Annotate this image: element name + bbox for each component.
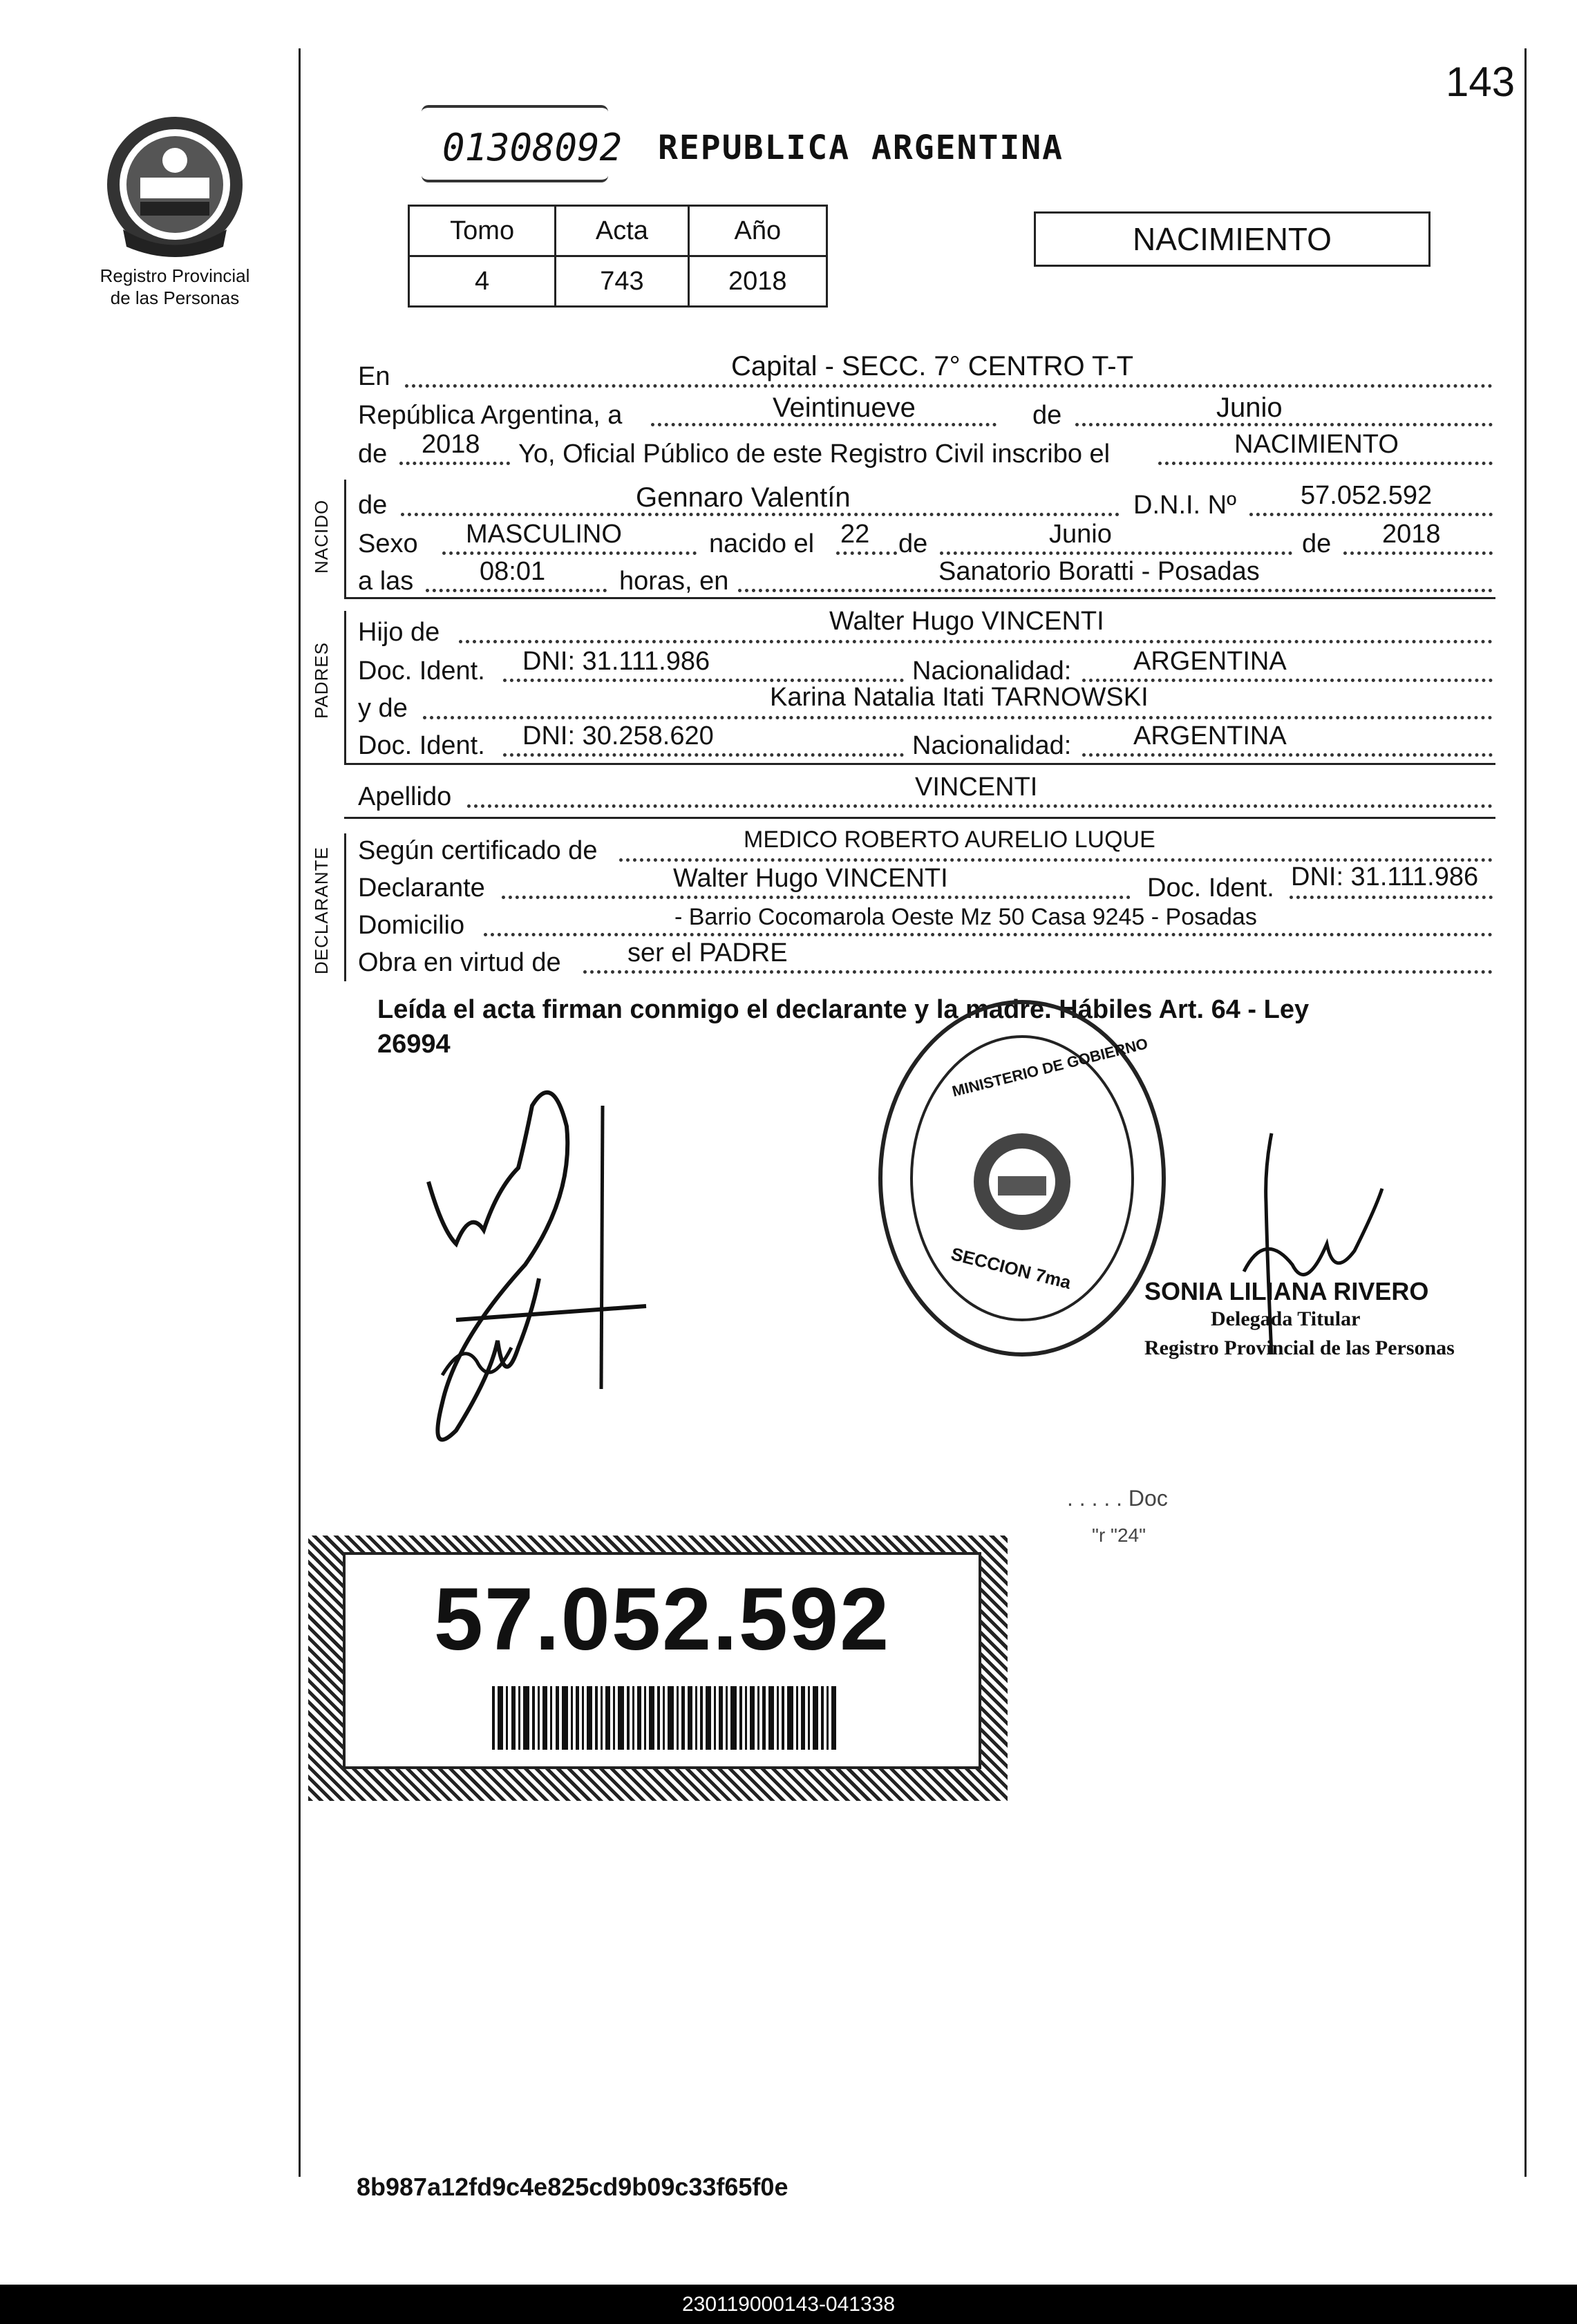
divider-padres (344, 763, 1495, 765)
id-label-inner (343, 1552, 981, 1769)
birth-day-dots (836, 551, 897, 555)
apellido-value: VINCENTI (915, 773, 1038, 802)
nac2-dots (1082, 753, 1493, 757)
obra-value: ser el PADRE (627, 938, 788, 967)
footer-code: 230119000143-041338 (681, 2293, 896, 2316)
nacido-de-label-1: de (898, 529, 928, 558)
inscribo-dots (1158, 462, 1493, 465)
padres-section-label: PADRES (311, 642, 332, 719)
value-acta: 743 (556, 256, 688, 307)
en-dots (405, 384, 1493, 388)
nacido-de-label: de (358, 491, 388, 520)
declarant-signature (415, 1016, 663, 1465)
doc2-value: DNI: 30.258.620 (522, 721, 714, 750)
footer-bar (0, 2285, 1577, 2324)
doc2-dots (503, 753, 904, 757)
nac2-label: Nacionalidad: (912, 731, 1072, 760)
obra-dots (583, 970, 1493, 974)
nac1-label: Nacionalidad: (912, 656, 1072, 686)
stamp-number: 01308092 (442, 126, 623, 169)
yde-label: y de (358, 694, 408, 723)
closing-line1: Leída el acta firman conmigo el declarante y la madre. Hábiles Art. 64 - Ley (377, 995, 1310, 1024)
header-ano: Año (688, 206, 827, 256)
decl-doc-value: DNI: 31.111.986 (1291, 862, 1479, 891)
official-org: Registro Provincial de las Personas (1144, 1336, 1455, 1359)
horas-label: horas, en (619, 567, 729, 596)
dni-label: D.N.I. Nº (1133, 491, 1236, 520)
yo-text: Yo, Oficial Público de este Registro Civil inscribo el (518, 440, 1111, 469)
doc1-dots (503, 679, 904, 682)
register-table (408, 205, 828, 308)
nac2-value: ARGENTINA (1133, 721, 1287, 750)
dom-label: Domicilio (358, 911, 465, 940)
official-seal-bottom-text: SECCION 7ma (949, 1243, 1073, 1294)
stamp-number-box (422, 105, 623, 182)
birth-year-dots (1343, 551, 1493, 555)
en-label: En (358, 362, 390, 391)
stray-text-2: "r "24" (1092, 1524, 1146, 1546)
apellido-dots (467, 804, 1493, 808)
decl-label: Declarante (358, 873, 485, 903)
org-name-line1: Registro Provincial (100, 265, 250, 286)
cert-dots (619, 858, 1493, 862)
de-label-1: de (1032, 401, 1062, 430)
province-seal (102, 112, 247, 257)
doc2-label: Doc. Ident. (358, 731, 485, 760)
time-dots (426, 589, 607, 592)
year-dots (399, 462, 510, 465)
en-value: Capital - SECC. 7° CENTRO T-T (731, 351, 1134, 381)
nacido-section-label: NACIDO (311, 499, 332, 574)
sexo-dots (442, 551, 697, 555)
mother-dots (423, 716, 1493, 719)
left-margin-line (299, 48, 301, 2177)
time-value: 08:01 (480, 557, 546, 586)
closing-line2: 26994 (377, 1030, 451, 1059)
nacido-el-label: nacido el (709, 529, 815, 558)
apellido-label: Apellido (358, 782, 452, 811)
value-ano: 2018 (688, 256, 827, 307)
nac1-dots (1082, 679, 1493, 682)
month-dots (1075, 423, 1493, 426)
right-margin-line (1524, 48, 1527, 2177)
de-label-2: de (358, 440, 388, 469)
official-name: SONIA LILIANA RIVERO (1144, 1277, 1429, 1305)
header-tomo: Tomo (409, 206, 556, 256)
official-seal-inner-text: MINISTERIO DE GOBIERNO (950, 1035, 1150, 1100)
id-number: 57.052.592 (433, 1570, 891, 1669)
decl-value: Walter Hugo VINCENTI (673, 864, 948, 893)
father-dots (459, 640, 1493, 643)
dni-dots (1249, 513, 1493, 516)
cert-value: MEDICO ROBERTO AURELIO LUQUE (744, 826, 1155, 853)
decl-dots (502, 896, 1131, 899)
nacido-de-label-2: de (1302, 529, 1332, 558)
doc-type-box (1034, 211, 1430, 267)
hijo-label: Hijo de (358, 618, 440, 647)
republica-label: República Argentina, a (358, 401, 623, 430)
divider-nacido (344, 597, 1495, 599)
sexo-value: MASCULINO (466, 520, 622, 549)
alas-label: a las (358, 567, 414, 596)
birth-month-dots (940, 551, 1292, 555)
padres-bracket (344, 611, 346, 764)
birth-month-value: Junio (1049, 520, 1112, 549)
stray-text-1: . . . . . Doc (1067, 1486, 1168, 1511)
value-tomo: 4 (409, 256, 556, 307)
header-acta: Acta (556, 206, 688, 256)
dni-value: 57.052.592 (1301, 481, 1433, 510)
father-value: Walter Hugo VINCENTI (829, 607, 1104, 636)
doc-type: NACIMIENTO (1133, 221, 1332, 257)
doc1-value: DNI: 31.111.986 (522, 647, 710, 676)
decl-doc-dots (1290, 896, 1493, 899)
place-dots (738, 589, 1493, 592)
dom-value: - Barrio Cocomarola Oeste Mz 50 Casa 9245 - Posadas (674, 904, 1257, 930)
declarante-bracket (344, 833, 346, 981)
birth-day-value: 22 (840, 520, 870, 549)
org-name-line2: de las Personas (110, 287, 240, 308)
sexo-label: Sexo (358, 529, 418, 558)
year-value: 2018 (422, 430, 480, 459)
child-name-value: Gennaro Valentín (636, 482, 851, 513)
country-title: REPUBLICA ARGENTINA (658, 129, 1064, 167)
birth-year-value: 2018 (1382, 520, 1441, 549)
id-label (308, 1536, 1008, 1801)
nacido-bracket (344, 480, 346, 598)
mother-value: Karina Natalia Itati TARNOWSKI (770, 683, 1149, 712)
divider-apellido (344, 817, 1495, 819)
decl-doc-label: Doc. Ident. (1147, 873, 1274, 903)
province-seal-icon (102, 112, 247, 257)
nac1-value: ARGENTINA (1133, 647, 1287, 676)
cert-label: Según certificado de (358, 836, 598, 865)
declarante-section-label: DECLARANTE (311, 847, 332, 974)
dom-dots (484, 933, 1493, 936)
place-value: Sanatorio Boratti - Posadas (938, 557, 1260, 586)
day-value: Veintinueve (773, 393, 916, 423)
inscribo-value: NACIMIENTO (1234, 430, 1399, 459)
page-number: 143 (1446, 59, 1515, 105)
official-seal (874, 995, 1171, 1361)
obra-label: Obra en virtud de (358, 948, 561, 977)
barcode-icon (492, 1686, 838, 1750)
document-hash: 8b987a12fd9c4e825cd9b09c33f65f0e (357, 2173, 789, 2201)
month-value: Junio (1216, 393, 1283, 423)
official-title: Delegada Titular (1211, 1307, 1361, 1330)
doc1-label: Doc. Ident. (358, 656, 485, 686)
